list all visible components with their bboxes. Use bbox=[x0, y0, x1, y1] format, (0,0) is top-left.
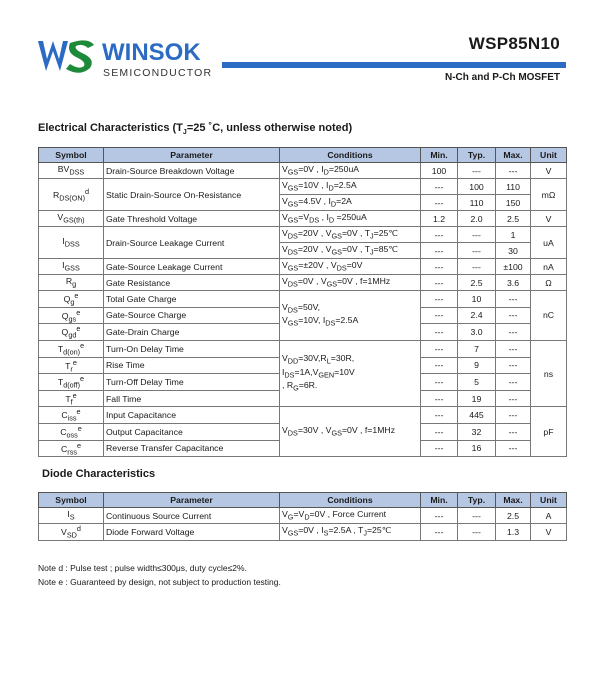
max-cell: --- bbox=[496, 307, 531, 324]
typ-cell: --- bbox=[458, 227, 496, 243]
typ-cell: 19 bbox=[458, 390, 496, 407]
table-row bbox=[39, 211, 567, 227]
param-cell: Continuous Source Current bbox=[104, 508, 280, 524]
unit-cell: Ω bbox=[531, 275, 567, 291]
unit-cell: nC bbox=[531, 291, 567, 341]
symbol-cell: $R_g$ bbox=[39, 275, 104, 291]
param-cell: Gate-Source Charge bbox=[104, 307, 280, 324]
symbol-cell: $Q_{gd}^e$ bbox=[39, 324, 104, 341]
symbol-cell: $R_{DS(ON)}^d$ bbox=[39, 179, 104, 211]
part-number: WSP85N10 bbox=[468, 34, 560, 53]
unit-cell: ns bbox=[531, 340, 567, 407]
cond-cell: $V_{DS}=20V$ , $V_{GS}=0V$ , $T_J=85℃$ bbox=[280, 243, 421, 259]
svg-text:SEMICONDUCTOR: SEMICONDUCTOR bbox=[103, 67, 213, 79]
min-cell: 1.2 bbox=[421, 211, 458, 227]
max-cell: 2.5 bbox=[496, 211, 531, 227]
cond-cell: $V_{DS}=30V$ , $V_{GS}=0V$ , f=1MHz bbox=[280, 407, 421, 457]
max-cell: --- bbox=[496, 340, 531, 357]
unit-cell: pF bbox=[531, 407, 567, 457]
typ-cell: 5 bbox=[458, 374, 496, 391]
max-cell: 150 bbox=[496, 195, 531, 211]
note-d: Note d : Pulse test ; pulse width≤300μs, duty cycle≤2%. bbox=[38, 563, 247, 573]
min-cell: --- bbox=[421, 291, 458, 308]
typ-cell: 3.0 bbox=[458, 324, 496, 341]
param-cell: Gate Threshold Voltage bbox=[104, 211, 280, 227]
cond-cell: $V_{GS}=\pm 20V$ , $V_{DS}=0V$ bbox=[280, 259, 421, 275]
symbol-cell: $T_{d(on)}^e$ bbox=[39, 340, 104, 357]
param-cell: Total Gate Charge bbox=[104, 291, 280, 308]
param-cell: Reverse Transfer Capacitance bbox=[104, 440, 280, 457]
typ-cell: --- bbox=[458, 524, 496, 541]
symbol-cell: $I_S$ bbox=[39, 508, 104, 524]
param-cell: Turn-Off Delay Time bbox=[104, 374, 280, 391]
cond-cell: $V_{DS}=0V$ , $V_{GS}=0V$ , f=1MHz bbox=[280, 275, 421, 291]
max-cell: ±100 bbox=[496, 259, 531, 275]
table-row bbox=[39, 340, 567, 357]
min-cell: --- bbox=[421, 243, 458, 259]
typ-cell: 2.5 bbox=[458, 275, 496, 291]
header-unit: Unit bbox=[531, 493, 567, 508]
header-typ: Typ. bbox=[458, 148, 496, 163]
electrical-table bbox=[38, 147, 567, 457]
max-cell: 2.5 bbox=[496, 508, 531, 524]
header-max: Max. bbox=[496, 148, 531, 163]
table-row bbox=[39, 227, 567, 243]
table-row bbox=[39, 259, 567, 275]
min-cell: --- bbox=[421, 524, 458, 541]
param-cell: Rise Time bbox=[104, 357, 280, 374]
max-cell: --- bbox=[496, 324, 531, 341]
cond-cell: $V_{DS}=20V$ , $V_{GS}=0V$ , $T_J=25℃$ bbox=[280, 227, 421, 243]
unit-cell: V bbox=[531, 524, 567, 541]
header-max: Max. bbox=[496, 493, 531, 508]
param-cell: Gate-Source Leakage Current bbox=[104, 259, 280, 275]
param-cell: Diode Forward Voltage bbox=[104, 524, 280, 541]
min-cell: --- bbox=[421, 275, 458, 291]
table-header-row bbox=[39, 148, 567, 163]
cond-cell: $V_{GS}=10V$ , $I_D=2.5A$ bbox=[280, 179, 421, 195]
table-header-row bbox=[39, 493, 567, 508]
max-cell: --- bbox=[496, 163, 531, 179]
winsok-logo bbox=[36, 35, 221, 79]
table-row bbox=[39, 407, 567, 424]
param-cell: Gate-Drain Charge bbox=[104, 324, 280, 341]
typ-cell: 10 bbox=[458, 291, 496, 308]
param-cell: Drain-Source Leakage Current bbox=[104, 227, 280, 259]
min-cell: --- bbox=[421, 324, 458, 341]
diode-section-title: Diode Characteristics bbox=[42, 468, 156, 480]
cond-cell: $V_{DD}=30V,R_L=30R$, $I_{DS}=1A,V_{GEN}=10V$ , $R_G=6R$. bbox=[280, 340, 421, 407]
table-row bbox=[39, 508, 567, 524]
param-cell: Turn-On Delay Time bbox=[104, 340, 280, 357]
cond-cell: $V_{GS}=V_{DS}$ , $I_D =250uA$ bbox=[280, 211, 421, 227]
cond-cell: $V_{GS}=4.5V$ , $I_D=2A$ bbox=[280, 195, 421, 211]
symbol-cell: $I_{DSS}$ bbox=[39, 227, 104, 259]
header-conditions: Conditions bbox=[280, 493, 421, 508]
symbol-cell: $Q_{gs}^e$ bbox=[39, 307, 104, 324]
min-cell: 100 bbox=[421, 163, 458, 179]
table-row bbox=[39, 163, 567, 179]
symbol-cell: $V_{GS(th)}$ bbox=[39, 211, 104, 227]
header-symbol: Symbol bbox=[39, 493, 104, 508]
typ-cell: 7 bbox=[458, 340, 496, 357]
typ-cell: --- bbox=[458, 243, 496, 259]
min-cell: --- bbox=[421, 259, 458, 275]
electrical-section-title: Electrical Characteristics ($T_J=25$ ˚C, unless otherwise noted) bbox=[38, 122, 353, 137]
symbol-cell: $C_{oss}^e$ bbox=[39, 424, 104, 441]
param-cell: Output Capacitance bbox=[104, 424, 280, 441]
typ-cell: 110 bbox=[458, 195, 496, 211]
min-cell: --- bbox=[421, 357, 458, 374]
typ-cell: 2.4 bbox=[458, 307, 496, 324]
max-cell: --- bbox=[496, 424, 531, 441]
typ-cell: 9 bbox=[458, 357, 496, 374]
max-cell: 110 bbox=[496, 179, 531, 195]
header-min: Min. bbox=[421, 148, 458, 163]
unit-cell: V bbox=[531, 211, 567, 227]
cond-cell: $V_G=V_D=0V$ , Force Current bbox=[280, 508, 421, 524]
typ-cell: --- bbox=[458, 163, 496, 179]
cond-cell: $V_{GS}=0V$ , $I_S=2.5A$ , $T_J=25℃$ bbox=[280, 524, 421, 541]
header-unit: Unit bbox=[531, 148, 567, 163]
header-conditions: Conditions bbox=[280, 148, 421, 163]
param-cell: Drain-Source Breakdown Voltage bbox=[104, 163, 280, 179]
max-cell: --- bbox=[496, 390, 531, 407]
header-parameter: Parameter bbox=[104, 493, 280, 508]
min-cell: --- bbox=[421, 227, 458, 243]
header-parameter: Parameter bbox=[104, 148, 280, 163]
max-cell: --- bbox=[496, 407, 531, 424]
max-cell: 30 bbox=[496, 243, 531, 259]
diode-table bbox=[38, 492, 567, 541]
unit-cell: nA bbox=[531, 259, 567, 275]
typ-cell: 32 bbox=[458, 424, 496, 441]
max-cell: --- bbox=[496, 374, 531, 391]
max-cell: --- bbox=[496, 440, 531, 457]
device-subtitle: N-Ch and P-Ch MOSFET bbox=[445, 72, 560, 83]
min-cell: --- bbox=[421, 407, 458, 424]
param-cell: Gate Resistance bbox=[104, 275, 280, 291]
max-cell: --- bbox=[496, 291, 531, 308]
note-e: Note e : Guaranteed by design, not subject to production testing. bbox=[38, 577, 281, 587]
header-rule bbox=[222, 62, 566, 68]
min-cell: --- bbox=[421, 424, 458, 441]
symbol-cell: $V_{SD}^d$ bbox=[39, 524, 104, 541]
param-cell: Static Drain-Source On-Resistance bbox=[104, 179, 280, 211]
symbol-cell: $I_{GSS}$ bbox=[39, 259, 104, 275]
table-row bbox=[39, 291, 567, 308]
svg-text:WINSOK: WINSOK bbox=[102, 39, 201, 66]
unit-cell: V bbox=[531, 163, 567, 179]
symbol-cell: $C_{rss}^e$ bbox=[39, 440, 104, 457]
max-cell: 3.6 bbox=[496, 275, 531, 291]
unit-cell: A bbox=[531, 508, 567, 524]
param-cell: Fall Time bbox=[104, 390, 280, 407]
table-row bbox=[39, 179, 567, 195]
max-cell: --- bbox=[496, 357, 531, 374]
unit-cell: uA bbox=[531, 227, 567, 259]
table-row bbox=[39, 524, 567, 541]
min-cell: --- bbox=[421, 374, 458, 391]
cond-cell: $V_{GS}=0V$ , $I_D=250uA$ bbox=[280, 163, 421, 179]
typ-cell: --- bbox=[458, 259, 496, 275]
typ-cell: 445 bbox=[458, 407, 496, 424]
cond-cell: $V_{DS}=50V$, $V_{GS}=10V$, $I_{DS}=2.5A$ bbox=[280, 291, 421, 341]
symbol-cell: $T_{d(off)}^e$ bbox=[39, 374, 104, 391]
param-cell: Input Capacitance bbox=[104, 407, 280, 424]
header-min: Min. bbox=[421, 493, 458, 508]
header-typ: Typ. bbox=[458, 493, 496, 508]
unit-cell: mΩ bbox=[531, 179, 567, 211]
typ-cell: --- bbox=[458, 508, 496, 524]
min-cell: --- bbox=[421, 195, 458, 211]
min-cell: --- bbox=[421, 307, 458, 324]
max-cell: 1 bbox=[496, 227, 531, 243]
symbol-cell: $T_f^e$ bbox=[39, 390, 104, 407]
header-symbol: Symbol bbox=[39, 148, 104, 163]
min-cell: --- bbox=[421, 179, 458, 195]
table-row bbox=[39, 275, 567, 291]
min-cell: --- bbox=[421, 508, 458, 524]
symbol-cell: $T_r^e$ bbox=[39, 357, 104, 374]
symbol-cell: $C_{iss}^e$ bbox=[39, 407, 104, 424]
min-cell: --- bbox=[421, 340, 458, 357]
typ-cell: 2.0 bbox=[458, 211, 496, 227]
symbol-cell: $Q_g^e$ bbox=[39, 291, 104, 308]
max-cell: 1.3 bbox=[496, 524, 531, 541]
min-cell: --- bbox=[421, 390, 458, 407]
typ-cell: 100 bbox=[458, 179, 496, 195]
symbol-cell: $BV_{DSS}$ bbox=[39, 163, 104, 179]
min-cell: --- bbox=[421, 440, 458, 457]
typ-cell: 16 bbox=[458, 440, 496, 457]
